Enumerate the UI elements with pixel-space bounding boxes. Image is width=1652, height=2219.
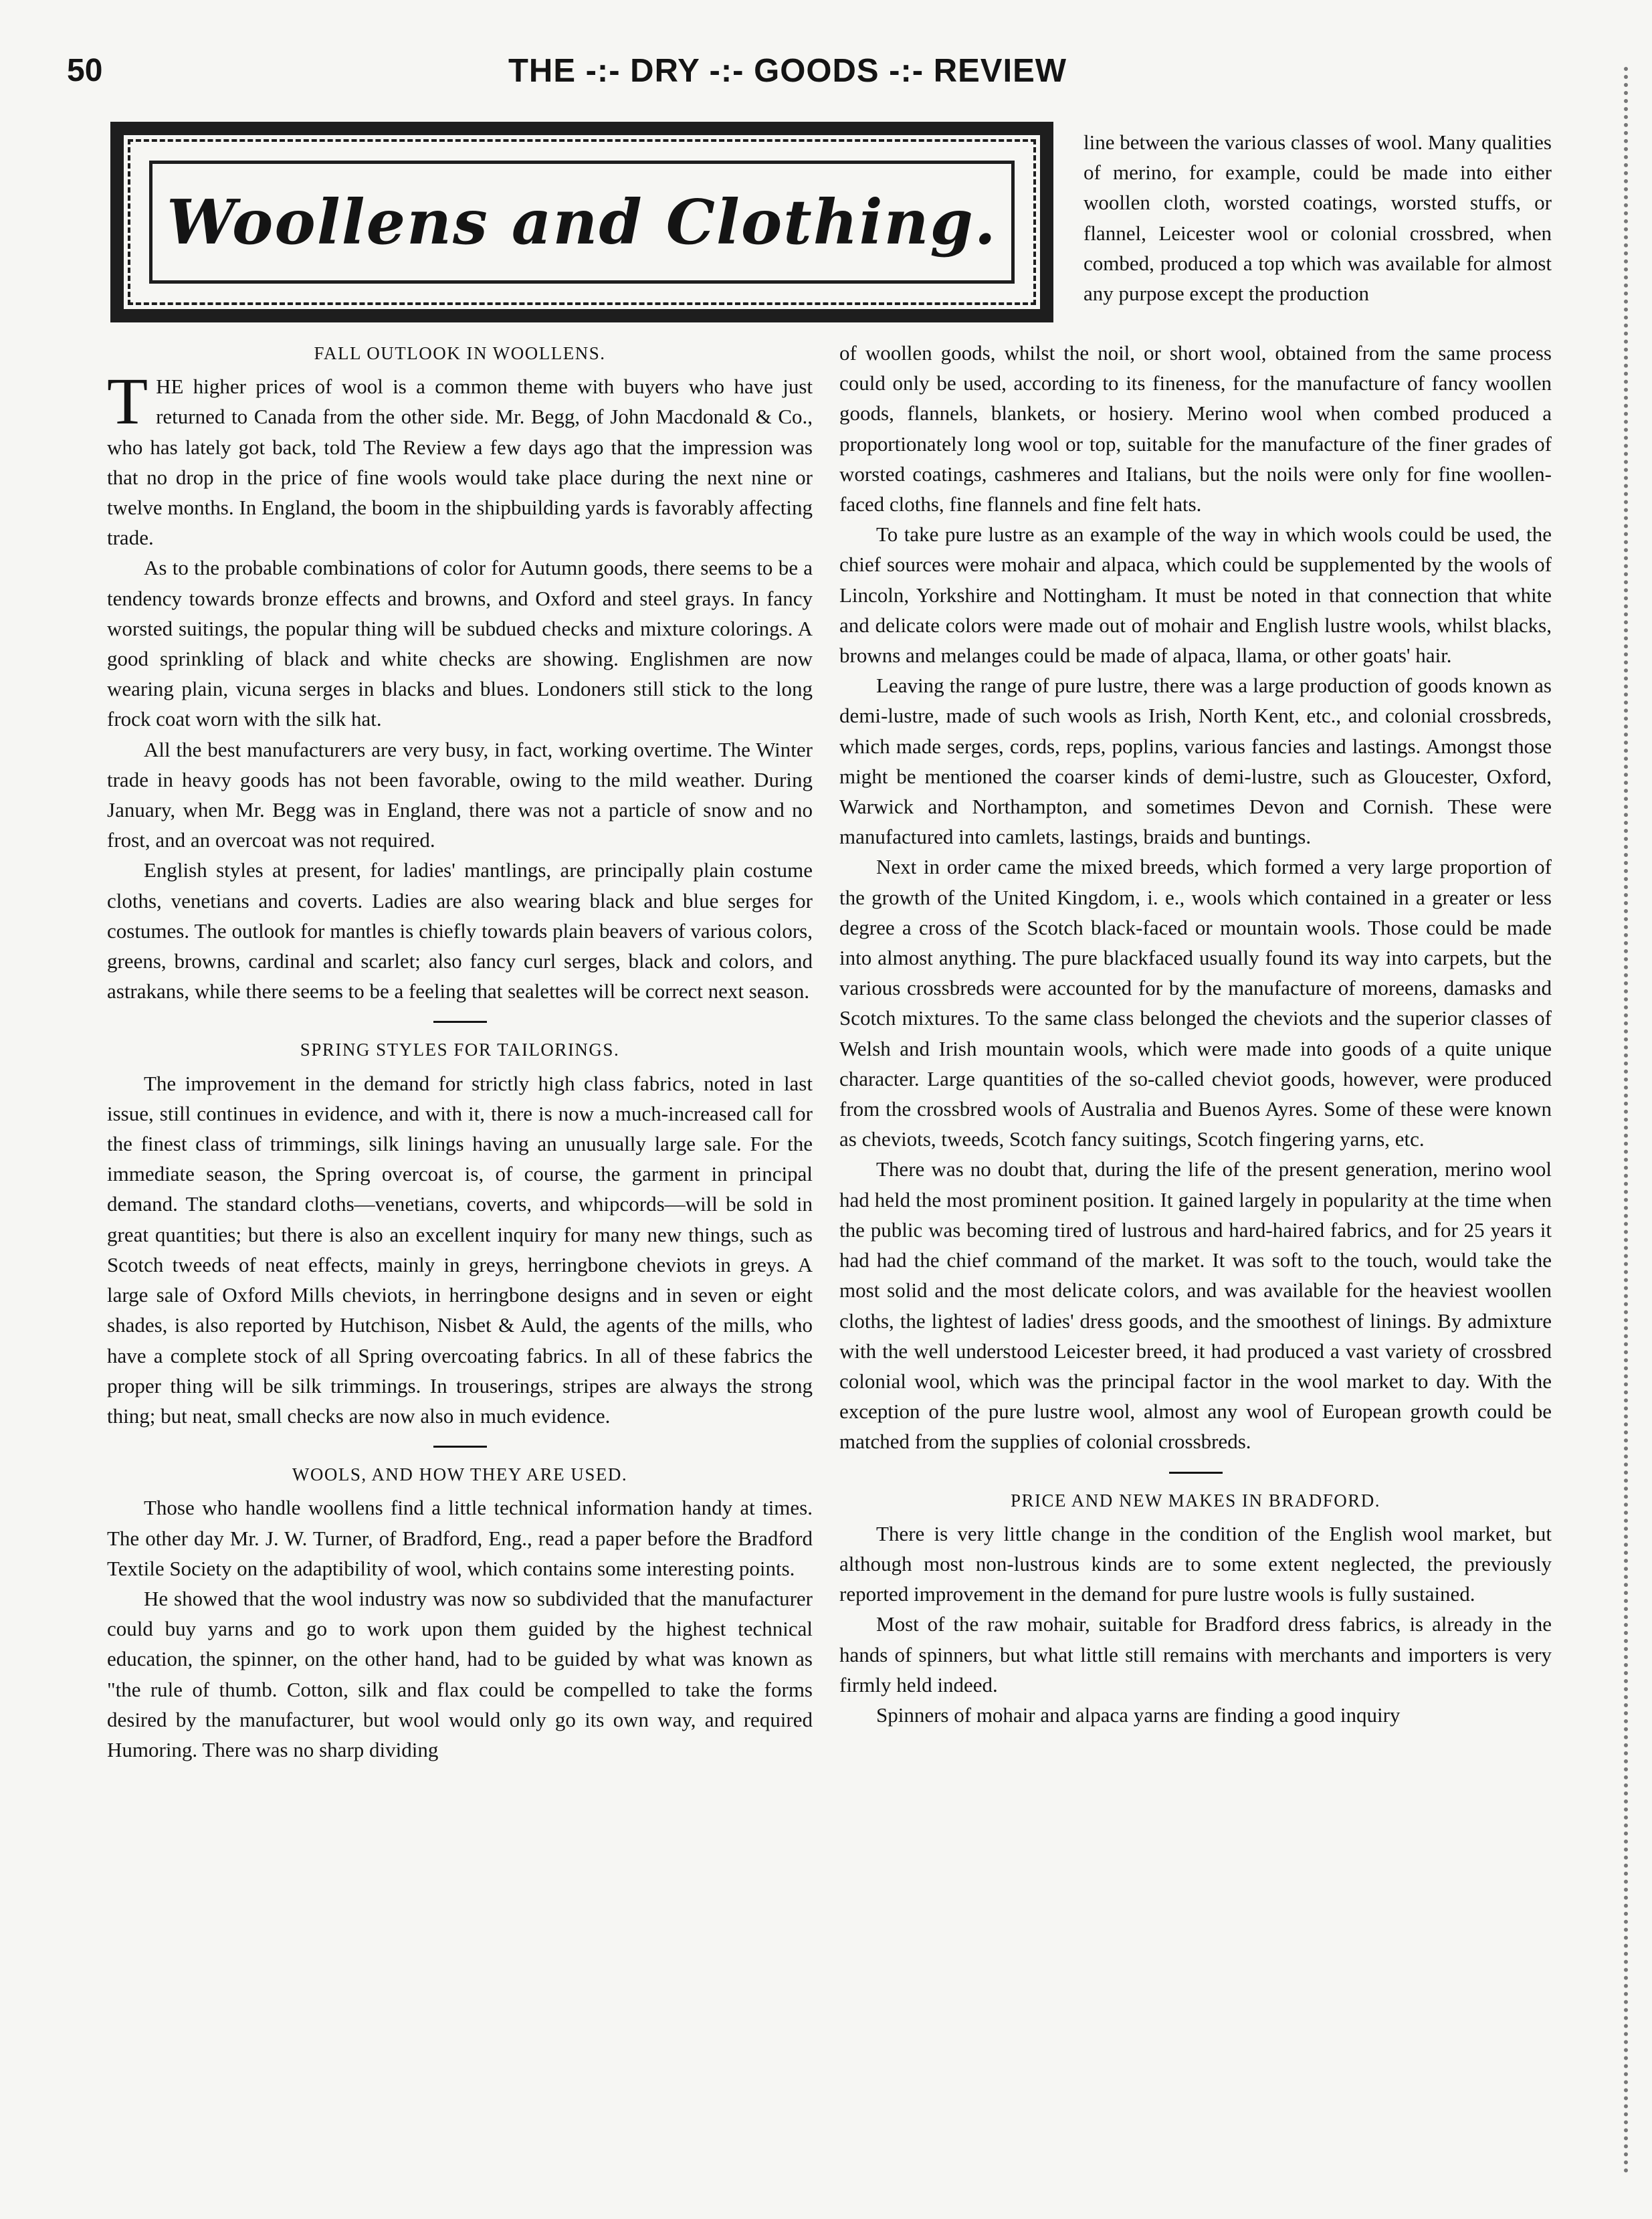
bradford-paragraph-1: There is very little change in the condition of the English wool market, but although most non-lustrous kinds are to some extent neglected, the previously reported improvement in the demand for pure lustre wools is fully sustained. (839, 1521, 1552, 1606)
bradford-paragraph-2: Most of the raw mohair, suitable for Bradford dress fabrics, is already in the hands of spinners, but what little still remains with merchants and importers is very firmly held indeed. (839, 1612, 1552, 1697)
wools-continued: of woollen goods, whilst the noil, or short wool, obtained from the same process could only be used, according to its fineness, for the manufacture of fancy woollen goods, flannels, blankets, or hosiery. Merino wool when combed produced a proportionately long wool or top, suitable for the manufacture of the finer grades of worsted coatings, cashmeres and Italians, but the noils were only for fine woollen-faced cloths, fine flannels and fine felt hats. (839, 341, 1552, 516)
fall-paragraph-1 (107, 364, 813, 553)
bradford-paragraph-3: Spinners of mohair and alpaca yarns are finding a good inquiry (876, 1703, 1401, 1727)
wools-heading: WOOLS, AND HOW THEY ARE USED. (292, 1464, 628, 1485)
wools-paragraph-3: To take pure lustre as an example of the way in which wools could be used, the chief sources were mohair and alpaca, which could be supplemented by the wools of Lincoln, Yorkshire and Nottingham. It must be noted in that connection that white and delicate colors were made out of mohair and English lustre wools, whilst blacks, browns and melanges could be made of alpaca, llama, or other goats' hair. (839, 522, 1552, 668)
page-number: 50 (67, 53, 103, 88)
wools-paragraph-1: Those who handle woollens find a little technical information handy at times. The other day Mr. J. W. Turner, of Bradford, Eng., read a paper before the Bradford Textile Society on the adaptibility of wool, which contains some interesting points. (107, 1496, 813, 1580)
section-rule (433, 1021, 487, 1023)
drop-cap: T (107, 364, 148, 439)
page-edge-mark (1624, 67, 1639, 2174)
right-column-top (1083, 127, 1552, 308)
section-title: Woollens and Clothing. (167, 186, 997, 258)
spring-paragraph-1: The improvement in the demand for strictly high class fabrics, noted in last issue, still continues in evidence, and with it, there is now a much-increased call for the finest class of trimmings, silk linings having an unusually large sale. For the immediate season, the Spring overcoat is, of course, the garment in principal demand. The standard cloths—venetians, coverts, and whipcords—will be sold in great quantities; but there is also an excellent inquiry for many new things, such as Scotch tweeds of neat effects, mainly in greys, herringbone cheviots in greys. A large sale of Oxford Mills cheviots, in herringbone designs and in seven or eight shades, is also reported by Hutchison, Nisbet & Auld, the agents of the mills, who have a complete stock of all Spring overcoating fabrics. In all of these fabrics the proper thing will be silk trimmings. In trouserings, stripes are always the strong thing; but neat, small checks are now also in much evidence. (107, 1071, 813, 1428)
running-head: THE -:- DRY -:- GOODS -:- REVIEW (508, 53, 1067, 89)
title-frame (149, 161, 1015, 284)
wools-paragraph-4: Leaving the range of pure lustre, there was a large production of goods known as demi-lustre, made of such wools as Irish, North Kent, etc., and colonial crossbreds, which made serges, cords, reps, poplins, various fancies and lastings. Amongst those might be mentioned the coarser kinds of demi-lustre, such as Gloucester, Oxford, Warwick and Northampton, and sometimes Devon and Cornish. These were manufactured into camlets, lastings, braids and buntings. (839, 674, 1552, 849)
bradford-heading: PRICE AND NEW MAKES IN BRADFORD. (1010, 1490, 1381, 1511)
right-column (839, 338, 1552, 1730)
fall-outlook-heading: FALL OUTLOOK IN WOOLLENS. (314, 343, 606, 363)
wools-continued-top: line between the various classes of wool. Many qualities of merino, for example, could be made into either woollen cloth, worsted coatings, worsted stuffs, or flannel, Leicester wool or colonial crossbred, when combed, produced a top which was available for almost any purpose except the production (1083, 130, 1552, 306)
fall-paragraph-1-text: HE higher prices of wool is a common theme with buyers who have just returned to Canada from the other side. Mr. Begg, of John Macdonald & Co., who has lately got back, told The Review a few days ago that the impression was that no drop in the price of fine wools would take place during the next nine or twelve months. In England, the boom in the shipbuilding yards is favorably affecting trade. (107, 375, 813, 550)
fall-paragraph-2: As to the probable combinations of color for Autumn goods, there seems to be a tendency towards bronze effects and browns, and Oxford and steel grays. In fancy worsted suitings, the popular thing will be subdued checks and mixture colorings. A good sprinkling of black and white checks are showing. Englishmen are now wearing plain, vicuna serges in blacks and blues. Londoners still stick to the long frock coat worn with the silk hat. (107, 556, 813, 731)
fall-paragraph-4: English styles at present, for ladies' mantlings, are principally plain costume cloths, venetians and coverts. Ladies are also wearing black and blue serges for costumes. The outlook for mantles is chiefly towards plain beavers of various colors, greens, browns, cardinal and scarlet; also fancy curl serges, black and colors, and astrakans, while there seems to be a feeling that sealettes will be correct next season. (107, 858, 813, 1003)
fall-paragraph-3: All the best manufacturers are very busy, in fact, working overtime. The Winter trade in heavy goods has not been favorable, owing to the mild weather. During January, when Mr. Begg was in England, there was not a particle of snow and no frost, and an overcoat was not required. (107, 737, 813, 852)
left-column (107, 334, 813, 1765)
title-box (110, 122, 1053, 322)
page-header (67, 52, 1538, 100)
section-rule (1169, 1472, 1223, 1474)
spring-styles-heading: SPRING STYLES FOR TAILORINGS. (300, 1040, 620, 1060)
wools-paragraph-5: Next in order came the mixed breeds, which formed a very large proportion of the growth of the United Kingdom, i. e., wools which contained in a greater or less degree a cross of the Scotch black-faced or mountain wools. Those could be made into almost anything. The pure blackfaced usually found its way into carpets, but the various crossbreds were accounted for by the manufacture of moreens, damasks and Scotch mixtures. To the same class belonged the cheviots and the superior classes of Welsh and Irish mountain wools, which were made into goods of a quite unique character. Large quantities of the so-called cheviot goods, however, were produced from the crossbred wools of Australia and Buenos Ayres. Some of these were known as cheviots, tweeds, Scotch fancy suitings, Scotch fingering yarns, etc. (839, 855, 1552, 1151)
section-rule (433, 1446, 487, 1448)
wools-paragraph-2: He showed that the wool industry was now so subdivided that the manufacturer could buy yarns and go to work upon them guided by the highest technical education, the spinner, on the other hand, had to be guided by what was known as "the rule of thumb. Cotton, silk and flax could be compelled to take the forms desired by the manufacturer, but wool would only go its own way, and required Humoring. There was no sharp dividing (107, 1586, 813, 1761)
wools-paragraph-6: There was no doubt that, during the life of the present generation, merino wool had held the most prominent position. It gained largely in popularity at the time when the public was becoming tired of lustrous and hard-haired fabrics, and for 25 years it had had the chief command of the market. It was soft to the touch, would take the most solid and the most delicate colors, and was available for the heaviest woollen cloths, the lightest of ladies' dress goods, and the smoothest of linings. By admixture with the well understood Leicester breed, it had produced a vast variety of crossbred colonial wool, which was the principal factor in the wool market to day. With the exception of the pure lustre wool, almost any wool of European growth could be matched from the supplies of colonial crossbreds. (839, 1157, 1552, 1454)
